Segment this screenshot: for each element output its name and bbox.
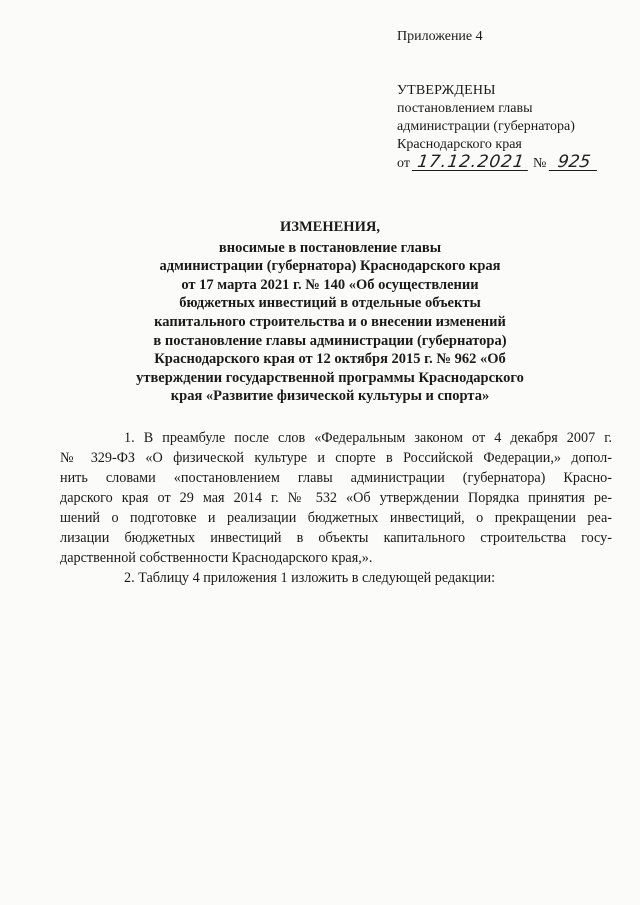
title-line: администрации (губернатора) Краснодарского края xyxy=(159,258,501,275)
title-line: в постановление главы администрации (губернатора) xyxy=(153,332,507,349)
title-line: края «Развитие физической культуры и спорта» xyxy=(170,388,490,405)
paragraph-line: дарственной собственности Краснодарского края,». xyxy=(60,550,373,566)
paragraph-2 xyxy=(92,568,612,588)
document-title xyxy=(120,218,540,406)
title-line: вносимые в постановление главы xyxy=(218,239,442,256)
approved-heading: УТВЕРЖДЕНЫ xyxy=(397,83,496,98)
number-prefix: № xyxy=(532,156,547,171)
paragraph-line: 2. Таблицу 4 приложения 1 изложить в следующей редакции: xyxy=(124,570,496,586)
paragraph-1 xyxy=(92,428,612,448)
paragraph-line: шений о подготовке и реализации бюджетных инвестиций, о прекращении реа- xyxy=(60,510,612,526)
paragraph-line: нить словами «постановлением главы администрации (губернатора) Красно- xyxy=(60,470,612,486)
approval-line: администрации (губернатора) xyxy=(397,119,575,134)
document-body xyxy=(60,428,612,588)
approval-line: Краснодарского края xyxy=(397,137,522,152)
title-line: бюджетных инвестиций в отдельные объекты xyxy=(179,295,481,312)
title-line: от 17 марта 2021 г. № 140 «Об осуществлении xyxy=(181,276,479,293)
paragraph-line: 1. В преамбуле после слов «Федеральным законом от 4 декабря 2007 г. xyxy=(124,430,612,446)
handwritten-date: 17.12.2021 xyxy=(412,154,530,171)
paragraph-line: № 329-ФЗ «О физической культуре и спорте в Российской Федерации,» допол- xyxy=(60,450,612,466)
title-heading: ИЗМЕНЕНИЯ, xyxy=(280,219,380,235)
paragraph-line: лизации бюджетных инвестиций в объекты капитального строительства госу- xyxy=(60,530,612,546)
title-line: Краснодарского края от 12 октября 2015 г. № 962 «Об xyxy=(154,351,506,368)
title-line: утверждении государственной программы Краснодарского xyxy=(136,369,524,386)
approval-line: постановлением главы xyxy=(397,101,533,116)
handwritten-number: 925 xyxy=(549,154,599,171)
paragraph-line: дарского края от 29 мая 2014 г. № 532 «Об утверждении Порядка принятия ре- xyxy=(60,490,612,506)
appendix-label: Приложение 4 xyxy=(397,29,483,44)
approval-block xyxy=(397,82,627,173)
date-prefix: от xyxy=(397,156,410,171)
title-line: капитального строительства и о внесении изменений xyxy=(154,313,506,330)
date-number-row xyxy=(397,154,627,173)
